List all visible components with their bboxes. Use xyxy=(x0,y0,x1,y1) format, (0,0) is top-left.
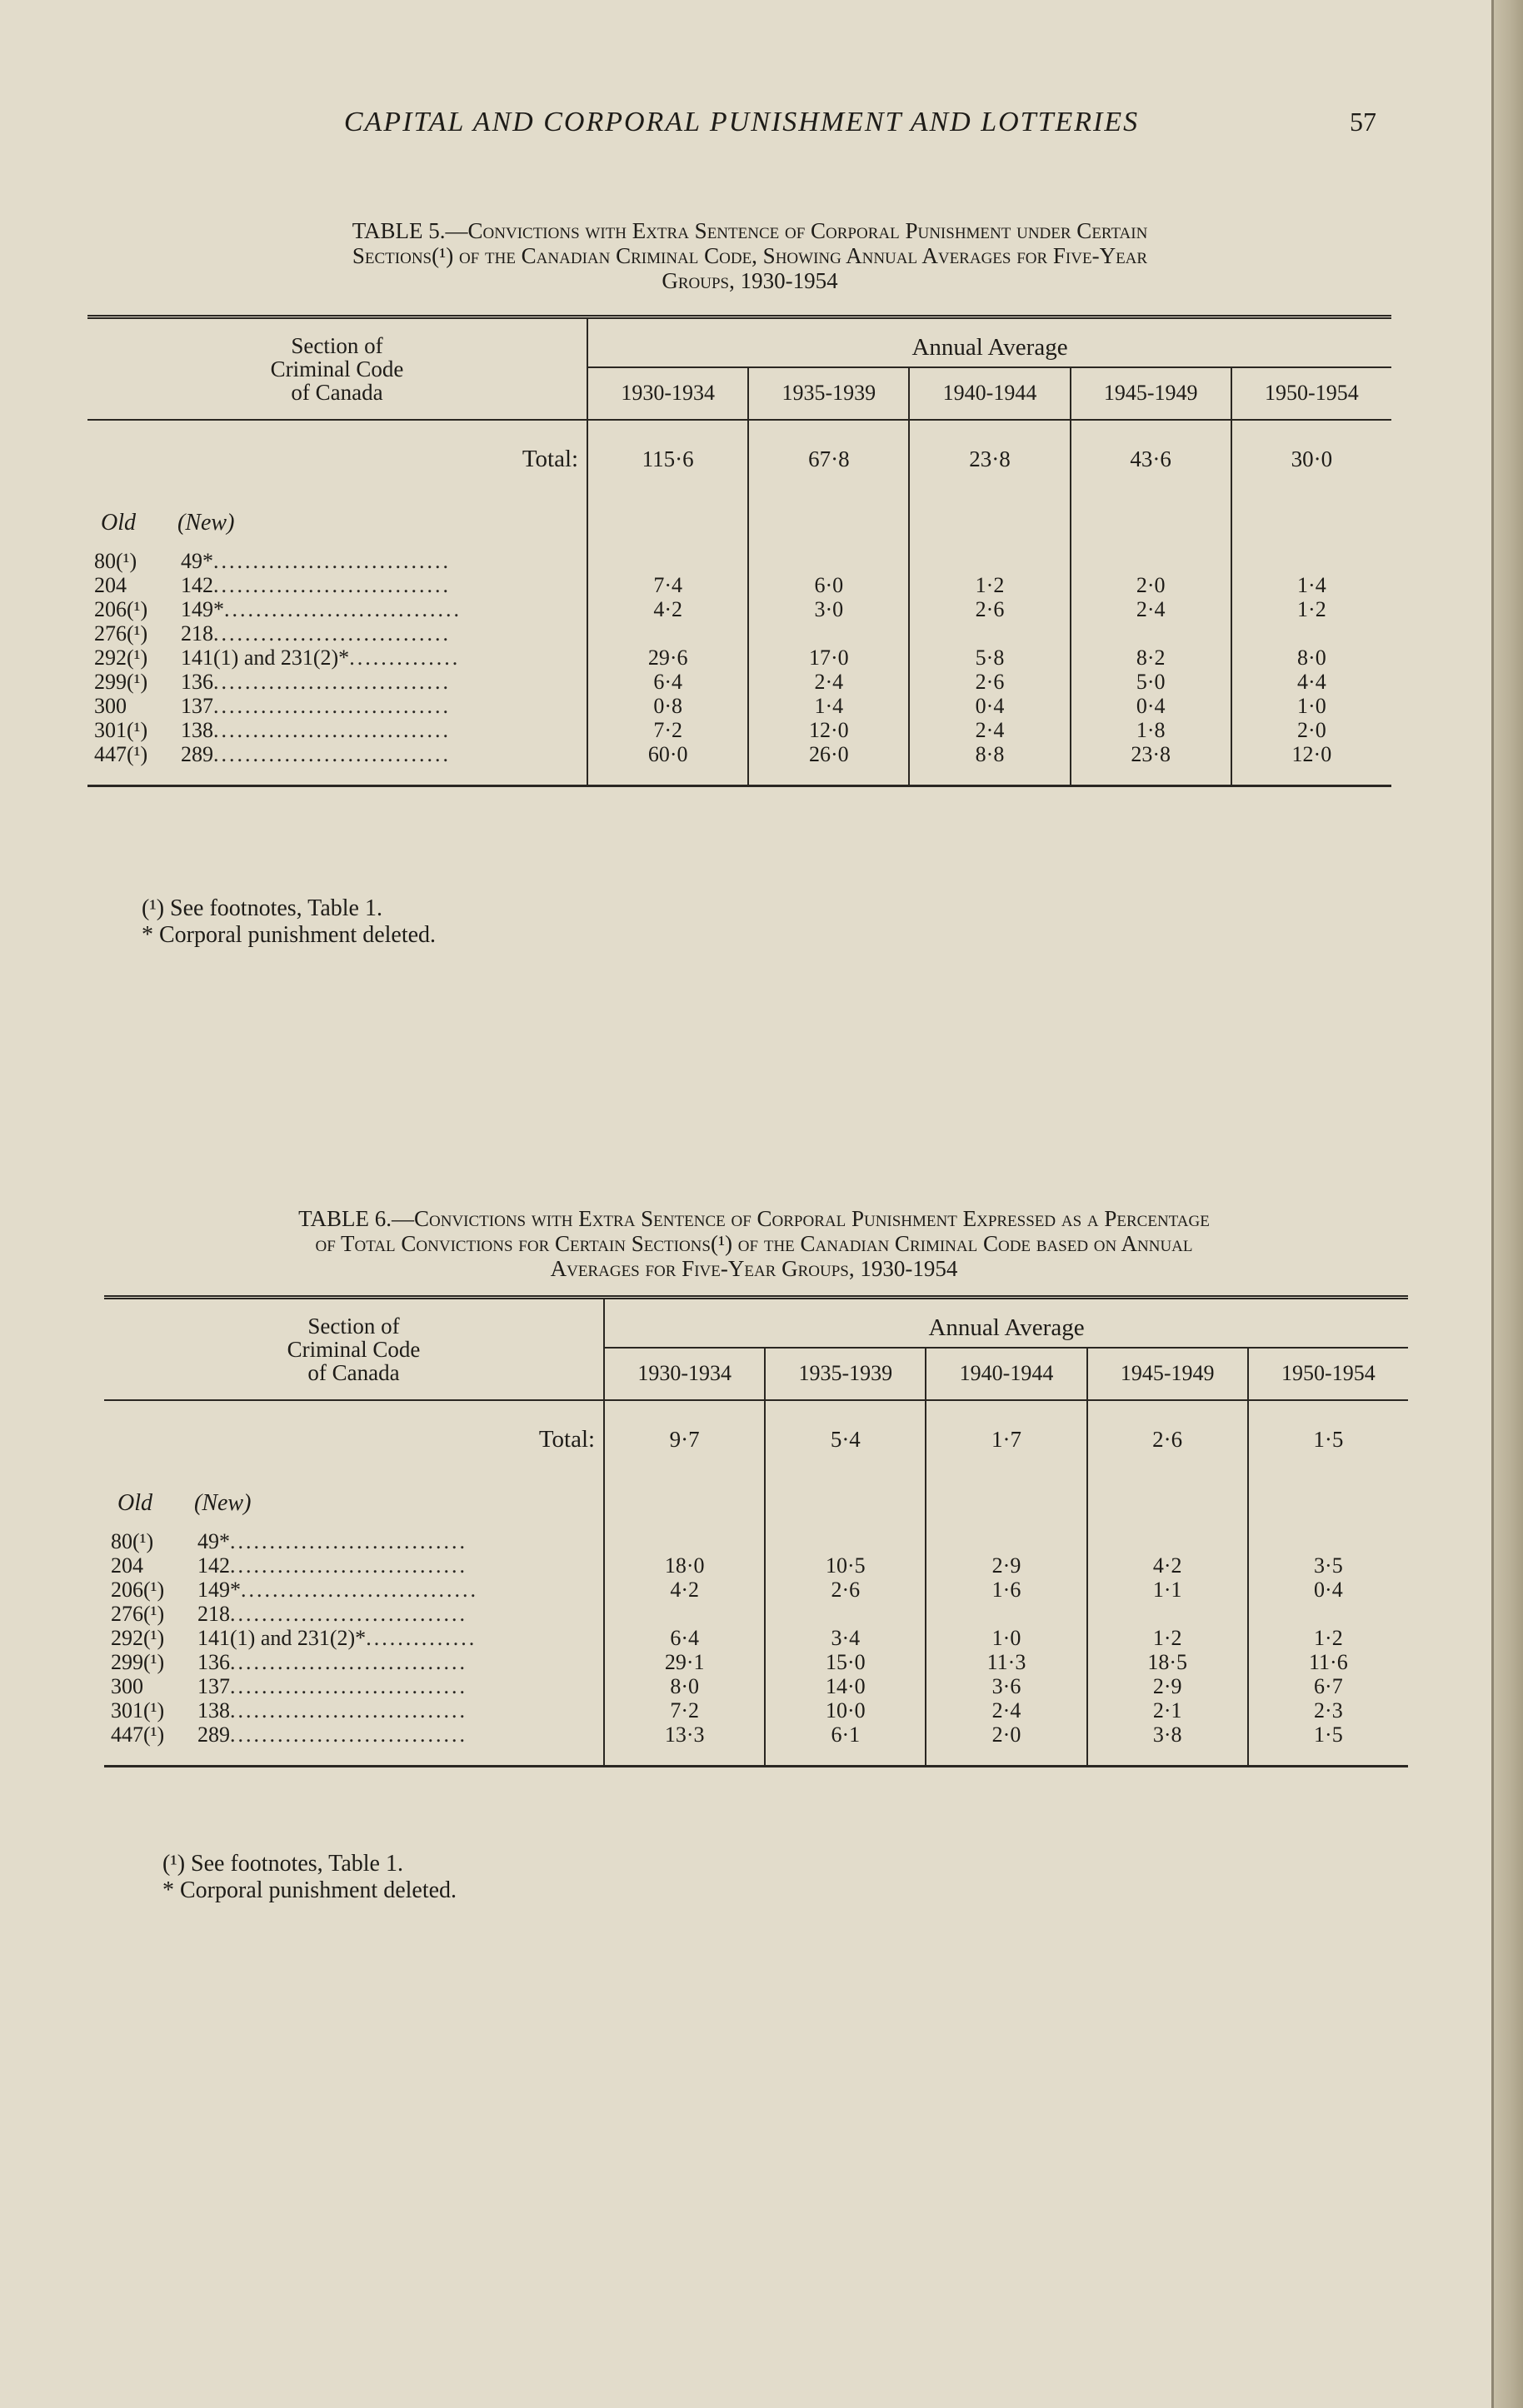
footnote-see-table1: (¹) See footnotes, Table 1. xyxy=(162,1851,403,1877)
row-label xyxy=(104,1529,604,1553)
table5 xyxy=(87,315,1391,787)
table6-total-value: 5·4 xyxy=(765,1400,926,1478)
table-row xyxy=(87,694,1391,718)
cell-value: 2·4 xyxy=(1071,597,1231,621)
table5-caption-line2: Sections(¹) of the Canadian Criminal Code, Showing Annual Averages for Five-Year xyxy=(352,243,1148,268)
page-edge-line xyxy=(1491,0,1494,2408)
table5-period-header: 1940-1944 xyxy=(909,367,1070,420)
old-label: Old xyxy=(101,510,136,536)
cell-value: 10·5 xyxy=(765,1553,926,1578)
row-label xyxy=(87,573,587,597)
cell-value: 7·2 xyxy=(670,1698,699,1722)
cell-value: 2·3 xyxy=(1248,1698,1408,1722)
table-row xyxy=(104,1674,1408,1698)
table-row xyxy=(87,718,1391,742)
cell-value xyxy=(1087,1529,1248,1553)
table6-caption-text1: Convictions with Extra Sentence of Corporal Punishment Expressed as a Percentage xyxy=(414,1206,1210,1231)
cell-value: 2·4 xyxy=(926,1698,1086,1722)
cell-value: 29·1 xyxy=(664,1650,705,1674)
cell-value: 3·0 xyxy=(748,597,909,621)
row-label xyxy=(104,1674,604,1698)
new-section: 218 xyxy=(181,621,213,646)
cell-value: 1·2 xyxy=(1231,597,1391,621)
table6-caption xyxy=(92,1206,1416,1281)
row-label xyxy=(87,597,587,621)
new-section: 289 xyxy=(197,1722,230,1747)
table-row xyxy=(87,646,1391,670)
table5-annual-average-header: Annual Average xyxy=(587,317,1391,367)
cell-value: 0·4 xyxy=(909,694,1070,718)
table5-total-value: 43·6 xyxy=(1071,420,1231,497)
row-label xyxy=(104,1553,604,1578)
cell-value: 17·0 xyxy=(748,646,909,670)
leader-dots: .............................. xyxy=(230,1650,467,1674)
section-header-line: Criminal Code xyxy=(270,356,404,381)
table6-caption-line1 xyxy=(92,1206,1416,1231)
table5-caption-line3: Groups, 1930-1954 xyxy=(662,268,838,293)
row-label xyxy=(87,694,587,718)
cell-value xyxy=(1071,621,1231,646)
cell-value: 1·2 xyxy=(909,573,1070,597)
table5-period-header: 1950-1954 xyxy=(1231,367,1391,420)
section-header-line: Section of xyxy=(307,1314,400,1339)
cell-value xyxy=(1231,621,1391,646)
table-row xyxy=(104,1650,1408,1674)
section-header-line: of Canada xyxy=(307,1360,400,1385)
cell-value: 1·0 xyxy=(926,1626,1086,1650)
table6-total-value: 1·7 xyxy=(926,1400,1086,1478)
old-section: 301(¹) xyxy=(111,1698,165,1722)
page-edge xyxy=(1491,0,1523,2408)
table-row xyxy=(87,621,1391,646)
cell-value xyxy=(587,621,748,646)
table6-total-value: 1·5 xyxy=(1248,1400,1408,1478)
cell-value: 4·2 xyxy=(670,1578,699,1602)
table-row xyxy=(104,1553,1408,1578)
cell-value: 1·4 xyxy=(748,694,909,718)
old-section: 80(¹) xyxy=(94,549,137,573)
cell-value: 6·4 xyxy=(653,670,682,694)
new-section: 141(1) and 231(2)* xyxy=(197,1626,367,1650)
old-section: 299(¹) xyxy=(94,670,148,694)
cell-value: 2·9 xyxy=(926,1553,1086,1578)
cell-value: 0·4 xyxy=(1248,1578,1408,1602)
table6 xyxy=(104,1295,1408,1767)
new-section: 49* xyxy=(197,1529,230,1553)
row-label xyxy=(87,646,587,670)
table-row xyxy=(104,1698,1408,1722)
footnote-corporal-deleted: * Corporal punishment deleted. xyxy=(142,922,437,948)
cell-value: 8·8 xyxy=(909,742,1070,766)
old-section: 447(¹) xyxy=(94,742,148,766)
table-row xyxy=(87,549,1391,573)
cell-value: 8·2 xyxy=(1071,646,1231,670)
row-label xyxy=(104,1578,604,1602)
table5-caption-line1 xyxy=(133,218,1366,243)
table5-total-value: 67·8 xyxy=(748,420,909,497)
leader-dots: .............................. xyxy=(230,1722,467,1747)
cell-value: 6·4 xyxy=(670,1626,699,1650)
cell-value: 13·3 xyxy=(664,1722,705,1747)
leader-dots: .............. xyxy=(349,646,461,670)
cell-value xyxy=(926,1602,1086,1626)
cell-value: 4·2 xyxy=(653,597,682,621)
table6-period-header: 1935-1939 xyxy=(765,1348,926,1400)
cell-value: 6·7 xyxy=(1248,1674,1408,1698)
cell-value: 0·4 xyxy=(1071,694,1231,718)
cell-value: 10·0 xyxy=(765,1698,926,1722)
new-section: 141(1) and 231(2)* xyxy=(181,646,350,670)
row-label xyxy=(104,1650,604,1674)
new-section: 136 xyxy=(197,1650,230,1674)
cell-value: 4·4 xyxy=(1231,670,1391,694)
row-label xyxy=(87,742,587,766)
cell-value: 26·0 xyxy=(748,742,909,766)
cell-value: 60·0 xyxy=(647,742,688,766)
new-section: 149* xyxy=(197,1578,241,1602)
leader-dots: .............................. xyxy=(230,1553,467,1578)
cell-value: 2·4 xyxy=(748,670,909,694)
leader-dots: .............................. xyxy=(230,1698,467,1722)
table5-period-header: 1945-1949 xyxy=(1071,367,1231,420)
cell-value: 1·8 xyxy=(1071,718,1231,742)
cell-value: 12·0 xyxy=(748,718,909,742)
new-label: (New) xyxy=(177,510,235,536)
table6-footnotes xyxy=(162,1851,457,1904)
section-header-line: of Canada xyxy=(291,380,383,405)
old-section: 276(¹) xyxy=(94,621,148,646)
cell-value: 2·0 xyxy=(1231,718,1391,742)
cell-value xyxy=(1248,1529,1408,1553)
row-label xyxy=(104,1722,604,1747)
new-section: 138 xyxy=(197,1698,230,1722)
table-row xyxy=(87,573,1391,597)
table6-caption-prefix: TABLE 6.— xyxy=(298,1206,414,1231)
cell-value: 2·0 xyxy=(926,1722,1086,1747)
cell-value: 6·1 xyxy=(765,1722,926,1747)
table5-section-header xyxy=(87,317,587,421)
page-number: 57 xyxy=(1350,107,1376,137)
cell-value xyxy=(604,1529,765,1553)
table-row xyxy=(104,1578,1408,1602)
new-section: 138 xyxy=(181,718,213,742)
section-header-line: Criminal Code xyxy=(287,1337,421,1362)
row-label xyxy=(104,1698,604,1722)
cell-value: 11·6 xyxy=(1248,1650,1408,1674)
new-section: 218 xyxy=(197,1602,230,1626)
old-section: 300 xyxy=(94,694,127,718)
footnote-corporal-deleted: * Corporal punishment deleted. xyxy=(162,1877,457,1903)
row-label xyxy=(104,1602,604,1626)
table5-total-value: 30·0 xyxy=(1231,420,1391,497)
table6-caption-line2: of Total Convictions for Certain Sections(¹) of the Canadian Criminal Code based on Annual xyxy=(315,1231,1193,1256)
table-row xyxy=(104,1722,1408,1747)
table6-caption-line3: Averages for Five-Year Groups, 1930-1954 xyxy=(550,1256,958,1281)
cell-value: 1·1 xyxy=(1087,1578,1248,1602)
leader-dots: .............................. xyxy=(213,742,451,766)
cell-value: 1·2 xyxy=(1248,1626,1408,1650)
table6-total-value: 9·7 xyxy=(669,1426,700,1452)
table-row xyxy=(87,742,1391,766)
table5-period-header: 1930-1934 xyxy=(587,367,748,420)
section-header-line: Section of xyxy=(291,333,383,358)
leader-dots: .............................. xyxy=(213,718,451,742)
cell-value: 1·4 xyxy=(1231,573,1391,597)
table-row xyxy=(87,670,1391,694)
cell-value xyxy=(909,621,1070,646)
cell-value: 1·5 xyxy=(1248,1722,1408,1747)
leader-dots: .............................. xyxy=(213,573,451,597)
new-section: 142 xyxy=(197,1553,230,1578)
cell-value xyxy=(748,549,909,573)
table-row xyxy=(104,1626,1408,1650)
cell-value: 7·2 xyxy=(653,718,682,742)
table6-period-header: 1945-1949 xyxy=(1087,1348,1248,1400)
leader-dots: .............. xyxy=(366,1626,477,1650)
table5-total-value: 23·8 xyxy=(909,420,1070,497)
old-section: 206(¹) xyxy=(94,597,148,621)
leader-dots: .............................. xyxy=(213,694,451,718)
table5-footnotes xyxy=(142,895,436,949)
leader-dots: .............................. xyxy=(213,621,451,646)
cell-value xyxy=(1231,549,1391,573)
cell-value xyxy=(587,549,748,573)
cell-value: 11·3 xyxy=(926,1650,1086,1674)
old-section: 206(¹) xyxy=(111,1578,165,1602)
cell-value: 8·0 xyxy=(670,1674,699,1698)
old-section: 80(¹) xyxy=(111,1529,154,1553)
old-section: 204 xyxy=(111,1553,143,1578)
old-section: 292(¹) xyxy=(94,646,148,670)
cell-value xyxy=(748,621,909,646)
old-section: 292(¹) xyxy=(111,1626,165,1650)
old-section: 204 xyxy=(94,573,127,597)
cell-value xyxy=(604,1602,765,1626)
new-section: 136 xyxy=(181,670,213,694)
row-label xyxy=(87,670,587,694)
leader-dots: .............................. xyxy=(230,1602,467,1626)
cell-value: 3·8 xyxy=(1087,1722,1248,1747)
cell-value: 8·0 xyxy=(1231,646,1391,670)
cell-value: 3·5 xyxy=(1248,1553,1408,1578)
table5-period-header: 1935-1939 xyxy=(748,367,909,420)
cell-value: 7·4 xyxy=(653,573,682,597)
cell-value: 2·6 xyxy=(765,1578,926,1602)
table6-annual-average-header: Annual Average xyxy=(604,1298,1408,1348)
cell-value: 18·5 xyxy=(1087,1650,1248,1674)
cell-value: 2·1 xyxy=(1087,1698,1248,1722)
leader-dots: .............................. xyxy=(230,1529,467,1553)
cell-value xyxy=(1087,1602,1248,1626)
cell-value xyxy=(765,1529,926,1553)
table6-period-header: 1950-1954 xyxy=(1248,1348,1408,1400)
old-section: 300 xyxy=(111,1674,143,1698)
new-section: 137 xyxy=(181,694,213,718)
old-section: 447(¹) xyxy=(111,1722,165,1747)
new-section: 137 xyxy=(197,1674,230,1698)
table5-total-value: 115·6 xyxy=(642,446,694,471)
table5-total-row xyxy=(87,420,1391,497)
table5-caption-prefix: TABLE 5.— xyxy=(352,218,468,243)
leader-dots: .............................. xyxy=(230,1674,467,1698)
table6-period-header: 1930-1934 xyxy=(604,1348,765,1400)
new-section: 49* xyxy=(181,549,213,573)
cell-value: 14·0 xyxy=(765,1674,926,1698)
cell-value: 1·6 xyxy=(926,1578,1086,1602)
leader-dots: .............................. xyxy=(241,1578,478,1602)
table6-old-new-header xyxy=(104,1478,604,1529)
cell-value: 1·2 xyxy=(1087,1626,1248,1650)
cell-value xyxy=(765,1602,926,1626)
cell-value: 3·4 xyxy=(765,1626,926,1650)
table5-caption-text1: Convictions with Extra Sentence of Corporal Punishment under Certain xyxy=(467,218,1148,243)
old-section: 301(¹) xyxy=(94,718,148,742)
table6-total-value: 2·6 xyxy=(1087,1400,1248,1478)
cell-value: 2·6 xyxy=(909,670,1070,694)
table6-period-header: 1940-1944 xyxy=(926,1348,1086,1400)
row-label xyxy=(87,621,587,646)
old-section: 299(¹) xyxy=(111,1650,165,1674)
cell-value: 1·0 xyxy=(1231,694,1391,718)
cell-value: 2·9 xyxy=(1087,1674,1248,1698)
old-section: 276(¹) xyxy=(111,1602,165,1626)
cell-value: 15·0 xyxy=(765,1650,926,1674)
row-label xyxy=(87,718,587,742)
old-label: Old xyxy=(117,1490,152,1516)
table6-section-header xyxy=(104,1298,604,1401)
cell-value: 5·0 xyxy=(1071,670,1231,694)
cell-value xyxy=(1248,1602,1408,1626)
leader-dots: .............................. xyxy=(213,670,451,694)
table-row xyxy=(104,1529,1408,1553)
cell-value: 2·0 xyxy=(1071,573,1231,597)
table5-total-label: Total: xyxy=(87,420,587,497)
running-head: CAPITAL AND CORPORAL PUNISHMENT AND LOTTERIES xyxy=(343,107,1140,137)
row-label xyxy=(87,549,587,573)
table-row xyxy=(87,597,1391,621)
cell-value: 3·6 xyxy=(926,1674,1086,1698)
cell-value: 18·0 xyxy=(664,1553,705,1578)
new-section: 289 xyxy=(181,742,213,766)
cell-value: 23·8 xyxy=(1071,742,1231,766)
table5-caption xyxy=(133,218,1366,293)
cell-value: 0·8 xyxy=(653,694,682,718)
footnote-see-table1: (¹) See footnotes, Table 1. xyxy=(142,895,382,921)
table6-total-row xyxy=(104,1400,1408,1478)
leader-dots: .............................. xyxy=(213,549,451,573)
new-section: 142 xyxy=(181,573,213,597)
cell-value: 2·6 xyxy=(909,597,1070,621)
row-label xyxy=(104,1626,604,1650)
cell-value: 2·4 xyxy=(909,718,1070,742)
cell-value: 4·2 xyxy=(1087,1553,1248,1578)
new-section: 149* xyxy=(181,597,224,621)
cell-value: 12·0 xyxy=(1231,742,1391,766)
cell-value: 6·0 xyxy=(748,573,909,597)
new-label: (New) xyxy=(194,1490,252,1516)
cell-value: 5·8 xyxy=(909,646,1070,670)
cell-value: 29·6 xyxy=(647,646,688,670)
cell-value xyxy=(1071,549,1231,573)
leader-dots: .............................. xyxy=(224,597,462,621)
table-row xyxy=(104,1602,1408,1626)
cell-value xyxy=(926,1529,1086,1553)
cell-value xyxy=(909,549,1070,573)
table5-old-new-header xyxy=(87,497,587,549)
table6-total-label: Total: xyxy=(104,1400,604,1478)
